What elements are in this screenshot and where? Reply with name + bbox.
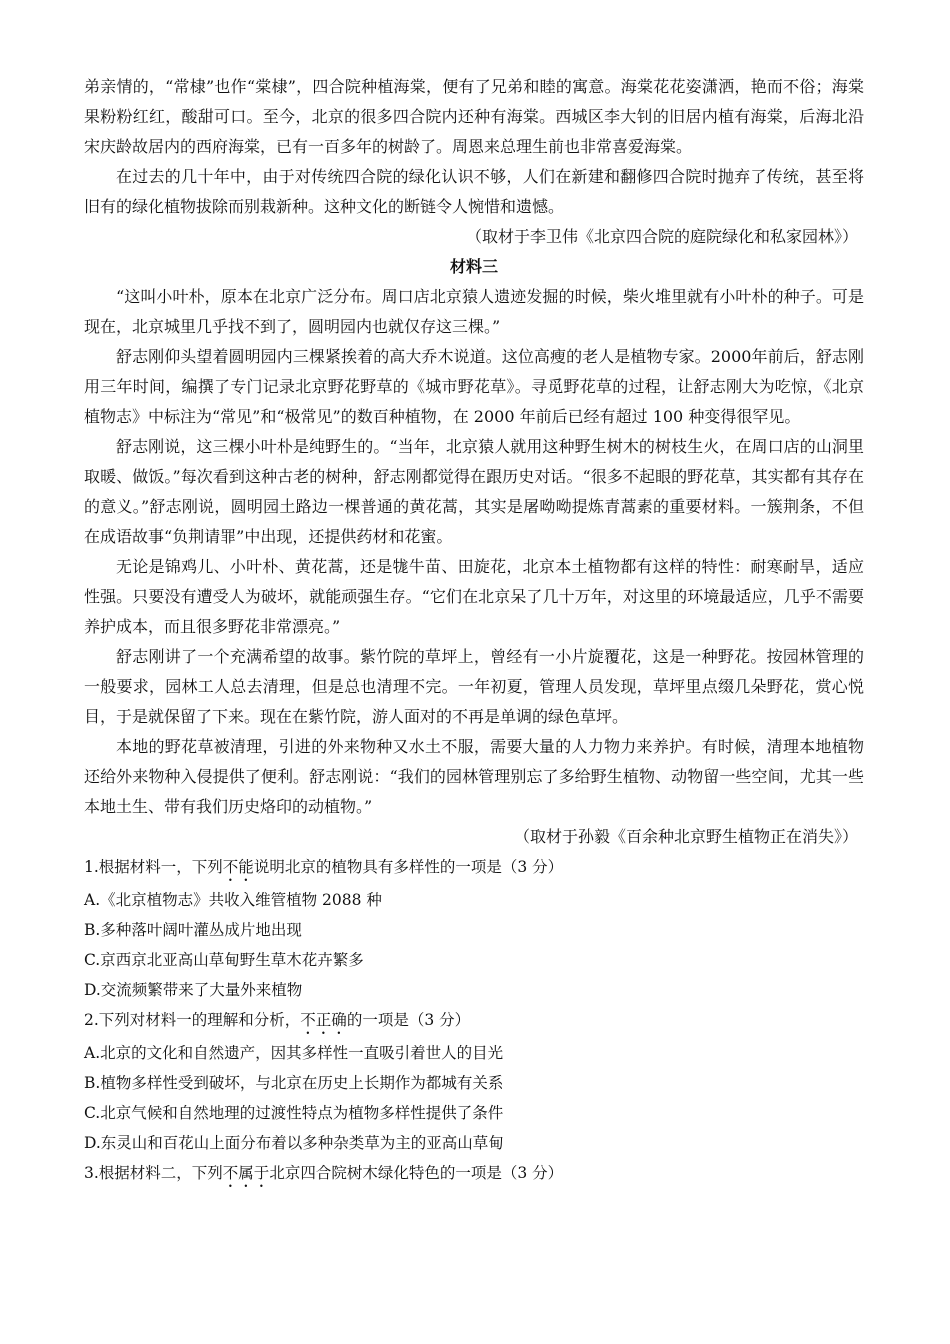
question-2-stem: 2.下列对材料一的理解和分析，不正确的一项是（3 分） xyxy=(84,1011,471,1029)
material3-paragraph: 本地的野花草被清理，引进的外来物种又水土不服，需要大量的人力物力来养护。有时候，清理本地植物还给外来物种入侵提供了便利。舒志刚说：“我们的园林管理别忘了多给野生植物、动物留一些空间，尤其一些本地土生、带有我们历史烙印的动植物。” xyxy=(84,737,864,816)
material2-source: （取材于李卫伟《北京四合院的庭院绿化和私家园林》） xyxy=(465,227,858,246)
material3-paragraph: “这叫小叶朴，原本在北京广泛分布。周口店北京猿人遗迹发掘的时候，柴火堆里就有小叶朴的种子。可是现在，北京城里几乎找不到了，圆明园内也就仅存这三棵。” xyxy=(84,287,864,336)
question-2-option-a: A.北京的文化和自然遗产，因其多样性一直吸引着世人的目光 xyxy=(84,1044,504,1062)
material3-paragraph: 舒志刚说，这三棵小叶朴是纯野生的。“当年，北京猿人就用这种野生树木的树枝生火，在周口店的山洞里取暖、做饭。”每次看到这种古老的树种，舒志刚都觉得在跟历史对话。“很多不起眼的野花草，其实都有其存在的意义。”舒志刚说，圆明园土路边一棵普通的黄花蒿，其实是屠呦呦提炼青蒿素的重要材料。一簇荆条，不但在成语故事“负荆请罪”中出现，还提供药材和花蜜。 xyxy=(84,437,864,546)
question-1-option-b: B.多种落叶阔叶灌丛成片地出现 xyxy=(84,921,302,939)
question-2-option-d: D.东灵山和百花山上面分布着以多种杂类草为主的亚高山草甸 xyxy=(84,1134,504,1152)
question-1-option-d: D.交流频繁带来了大量外来植物 xyxy=(84,981,303,999)
material3-paragraph: 无论是锦鸡儿、小叶朴、黄花蒿，还是牻牛苗、田旋花，北京本土植物都有这样的特性：耐寒耐旱，适应性强。只要没有遭受人为破坏，就能顽强生存。“它们在北京呆了几十万年，对这里的环境最适应，几乎不需要养护成本，而且很多野花非常漂亮。” xyxy=(84,557,864,636)
question-1-option-c: C.京西京北亚高山草甸野生草木花卉繁多 xyxy=(84,951,364,969)
material3-heading: 材料三 xyxy=(449,257,498,276)
emphasis-text: 不属于 xyxy=(222,1164,270,1182)
material3-source: （取材于孙毅《百余种北京野生植物正在消失》） xyxy=(513,827,858,846)
emphasis-text: 不能 xyxy=(222,858,254,876)
question-1-option-a: A.《北京植物志》共收入维管植物 2088 种 xyxy=(84,891,382,909)
question-2-option-c: C.北京气候和自然地理的过渡性特点为植物多样性提供了条件 xyxy=(84,1104,504,1122)
document-page xyxy=(84,72,864,1191)
material2-paragraph: 弟亲情的，“常棣”也作“棠棣”，四合院种植海棠，便有了兄弟和睦的寓意。海棠花花姿潇洒，艳而不俗；海棠果粉粉红红，酸甜可口。至今，北京的很多四合院内还种有海棠。西城区李大钊的旧居内植有海棠，后海北沿宋庆龄故居内的西府海棠，已有一百多年的树龄了。周恩来总理生前也非常喜爱海棠。 xyxy=(84,77,864,156)
material2-paragraph: 在过去的几十年中，由于对传统四合院的绿化认识不够，人们在新建和翻修四合院时抛弃了传统，甚至将旧有的绿化植物拔除而别栽新种。这种文化的断链令人惋惜和遗憾。 xyxy=(84,167,864,216)
question-3-stem: 3.根据材料二，下列不属于北京四合院树木绿化特色的一项是（3 分） xyxy=(84,1164,564,1182)
material3-paragraph: 舒志刚仰头望着圆明园内三棵紧挨着的高大乔木说道。这位高瘦的老人是植物专家。2000年前后，舒志刚用三年时间，编撰了专门记录北京野花野草的《城市野花草》。寻觅野花草的过程，让舒志刚大为吃惊，《北京植物志》中标注为“常见”和“极常见”的数百种植物，在 2000 年前后已经有超过 100 种变得很罕见。 xyxy=(84,347,864,426)
question-1-stem: 1.根据材料一，下列不能说明北京的植物具有多样性的一项是（3 分） xyxy=(84,858,564,876)
material3-paragraph: 舒志刚讲了一个充满希望的故事。紫竹院的草坪上，曾经有一小片旋覆花，这是一种野花。按园林管理的一般要求，园林工人总去清理，但是总也清理不完。一年初夏，管理人员发现，草坪里点缀几朵野花，赏心悦目，于是就保留了下来。现在在紫竹院，游人面对的不再是单调的绿色草坪。 xyxy=(84,647,864,726)
question-2-option-b: B.植物多样性受到破坏，与北京在历史上长期作为都城有关系 xyxy=(84,1074,504,1092)
emphasis-text: 不正确 xyxy=(300,1011,347,1029)
